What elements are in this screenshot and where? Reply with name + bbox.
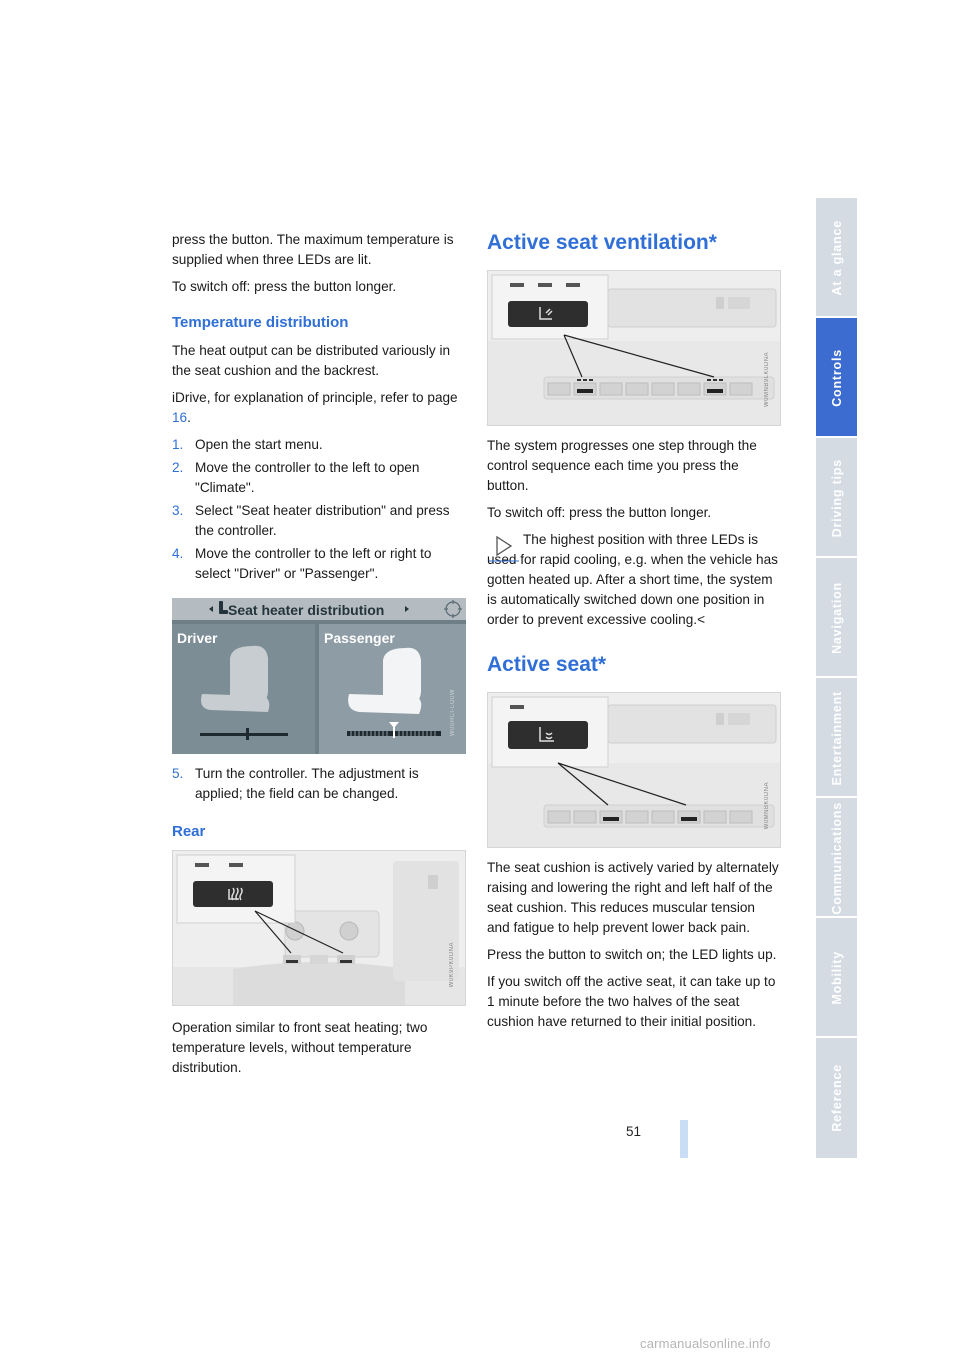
step-item — [172, 501, 468, 541]
section-tabs — [816, 198, 857, 1160]
step-five-list — [172, 764, 468, 804]
active-seat-figure — [487, 692, 781, 848]
step-item — [172, 435, 468, 455]
tab-label: Navigation — [829, 582, 844, 654]
seat-heater-distribution-screen — [172, 598, 466, 754]
page-number: 51 — [626, 1124, 642, 1139]
tab-label: At a glance — [829, 220, 844, 296]
passenger-label: Passenger — [324, 630, 395, 646]
tab-divider — [816, 1036, 857, 1038]
step-number: 3. — [172, 503, 184, 518]
tab-label: Driving tips — [829, 458, 844, 538]
step-number: 5. — [172, 766, 184, 781]
active-seat-ventilation-heading: Active seat ventilation* — [487, 231, 717, 254]
left-column — [172, 230, 468, 1085]
tab-divider — [816, 436, 857, 438]
driver-label: Driver — [177, 630, 218, 646]
step-text: Move the controller to the left to open "Climate". — [195, 460, 420, 495]
note-arrow-icon — [489, 532, 519, 562]
ventilation-console-illustration — [488, 271, 780, 425]
tab-label: Entertainment — [829, 690, 844, 786]
step-text: Turn the controller. The adjustment is applied; the field can be changed. — [195, 766, 419, 801]
switch-off-text: To switch off: press the button longer. — [172, 279, 397, 294]
image-code: W0MNBK0DNA — [764, 781, 770, 829]
tab-label: Reference — [829, 1064, 844, 1132]
image-code: W0K9PK0DNA — [449, 941, 455, 987]
active-seat-paragraph-2: Press the button to switch on; the LED lights up. — [487, 947, 777, 962]
tab-divider — [816, 316, 857, 318]
ventilation-note — [487, 530, 781, 630]
step-item — [172, 458, 468, 498]
driver-pane[interactable] — [172, 624, 315, 754]
tab-entertainment[interactable] — [816, 678, 857, 798]
step-number: 1. — [172, 437, 184, 452]
temperature-distribution-paragraph: The heat output can be distributed variously in the seat cushion and the backrest. — [172, 343, 451, 378]
passenger-pane[interactable] — [319, 624, 466, 754]
screen-header — [172, 598, 466, 620]
end-mark: < — [697, 612, 706, 627]
screen-title: Seat heater distribution — [228, 602, 385, 618]
watermark: carmanualsonline.info — [640, 1336, 771, 1351]
tab-mobility[interactable] — [816, 918, 857, 1038]
page-number-bar — [680, 1120, 688, 1158]
right-column — [487, 230, 781, 1039]
active-seat-heading: Active seat* — [487, 653, 607, 676]
note-text — [487, 530, 781, 630]
tab-label: Mobility — [829, 951, 844, 1005]
step-text: Select "Seat heater distribution" and press the controller. — [195, 503, 450, 538]
active-seat-ventilation-figure — [487, 270, 781, 426]
tab-label: Communications — [829, 801, 844, 915]
tab-label: Controls — [829, 349, 844, 407]
intro-paragraph: press the button. The maximum temperature is supplied when three LEDs are lit. — [172, 232, 454, 267]
step-item — [172, 764, 468, 804]
step-text: Move the controller to the left or right to select "Driver" or "Passenger". — [195, 546, 432, 581]
image-code: W00HCI-LO0W — [450, 688, 456, 736]
steps-list — [172, 435, 468, 584]
active-seat-paragraph-3: If you switch off the active seat, it can take up to 1 minute before the two halves of the seat cushion have returned to their initial position. — [487, 974, 776, 1029]
tab-at-a-glance[interactable] — [816, 198, 857, 318]
tab-divider — [816, 796, 857, 798]
tab-divider — [816, 676, 857, 678]
ventilation-paragraph: The system progresses one step through the control sequence each time you press the button. — [487, 438, 757, 493]
temperature-distribution-heading: Temperature distribution — [172, 314, 349, 331]
step-number: 2. — [172, 460, 184, 475]
rear-console-illustration — [173, 851, 465, 1005]
tab-divider — [816, 556, 857, 558]
step-item — [172, 544, 468, 584]
idrive-page-link[interactable]: 16 — [172, 410, 188, 425]
rear-heading: Rear — [172, 823, 206, 840]
tab-reference[interactable] — [816, 1038, 857, 1158]
active-seat-paragraph-1: The seat cushion is actively varied by alternately raising and lowering the right and left half of the seat cushion. This reduces muscular tension and fatigue to help prevent lower back pain. — [487, 860, 779, 935]
image-code: W0MNB9LK0DNA — [764, 351, 770, 407]
idrive-reference: iDrive, for explanation of principle, refer to page 16. — [172, 390, 458, 425]
active-seat-console-illustration — [488, 693, 780, 847]
note-body: The highest position with three LEDs is used for rapid cooling, e.g. when the vehicle has gotten heated up. After a short time, the system is automatically switched down one position in order to prevent excessive cooling. — [487, 532, 778, 627]
tab-navigation[interactable] — [816, 558, 857, 678]
idrive-text: iDrive, for explanation of principle, refer to page — [172, 390, 458, 405]
tab-communications[interactable] — [816, 798, 857, 918]
step-number: 4. — [172, 546, 184, 561]
driver-seat-icon — [172, 624, 315, 754]
tab-controls[interactable] — [816, 318, 857, 438]
rear-seat-heating-figure — [172, 850, 466, 1006]
tab-divider — [816, 916, 857, 918]
step-text: Open the start menu. — [195, 437, 323, 452]
ventilation-switch-off: To switch off: press the button longer. — [487, 505, 712, 520]
tab-driving-tips[interactable] — [816, 438, 857, 558]
rear-paragraph: Operation similar to front seat heating; two temperature levels, without temperature distribution. — [172, 1020, 428, 1075]
